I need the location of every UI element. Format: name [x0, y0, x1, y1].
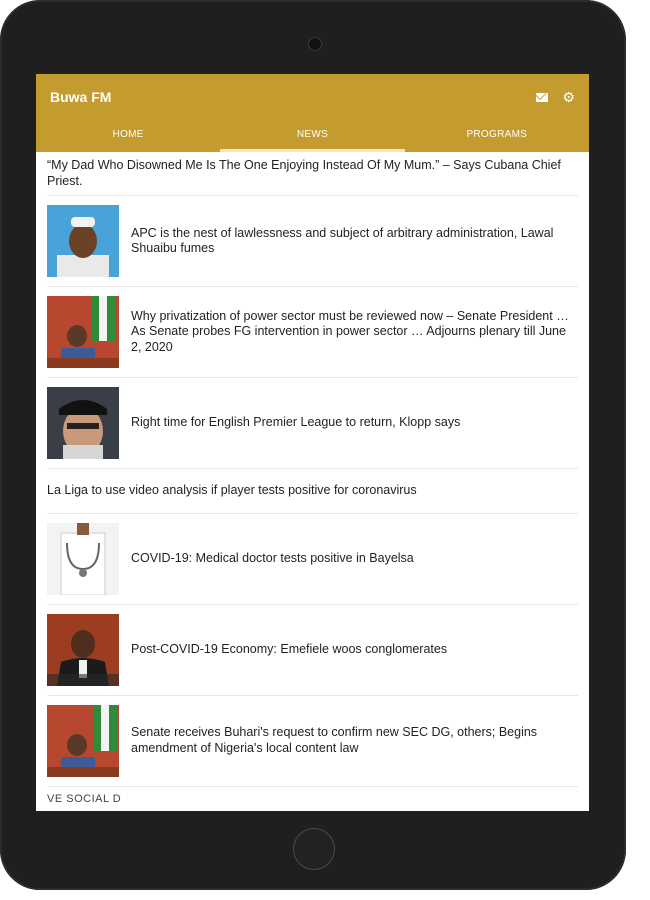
news-thumbnail [47, 387, 119, 459]
list-item[interactable] [47, 696, 578, 787]
list-item[interactable] [47, 378, 578, 469]
tab-programs[interactable]: PROGRAMS [466, 129, 528, 140]
news-headline: Senate receives Buhari's request to confirm new SEC DG, others; Begins amendment of Nigeria's local content law [131, 725, 538, 755]
tab-home[interactable]: HOME [112, 129, 144, 140]
tab-news[interactable]: NEWS [220, 120, 404, 152]
camera-icon [308, 37, 322, 51]
list-item[interactable] [47, 514, 578, 605]
app-bar [36, 74, 589, 152]
partial-list-item: VE SOCIAL D [47, 792, 122, 805]
news-headline: La Liga to use video analysis if player tests positive for coronavirus [47, 483, 417, 497]
list-item[interactable] [47, 287, 578, 378]
news-thumbnail [47, 296, 119, 368]
news-thumbnail [47, 705, 119, 777]
news-headline: COVID-19: Medical doctor tests positive in Bayelsa [131, 550, 414, 565]
tab-bar [36, 120, 589, 152]
news-headline: Right time for English Premier League to return, Klopp says [131, 415, 461, 430]
list-item[interactable] [47, 605, 578, 696]
list-item[interactable] [47, 152, 578, 196]
news-thumbnail [47, 205, 119, 277]
gear-icon[interactable]: ⚙ [562, 89, 575, 105]
home-button[interactable] [293, 828, 335, 870]
list-item[interactable] [47, 196, 578, 287]
news-headline: “My Dad Who Disowned Me Is The One Enjoying Instead Of My Mum.” – Says Cubana Chief Priest. [47, 158, 561, 188]
news-headline: Why privatization of power sector must be reviewed now – Senate President …As Senate probes FG intervention in power sector … Adjourns plenary till June 2, 2020 [131, 308, 569, 354]
news-headline: APC is the nest of lawlessness and subject of arbitrary administration, Lawal Shuaibu fumes [131, 225, 554, 255]
list-item[interactable] [47, 469, 578, 514]
news-feed [36, 152, 589, 805]
news-headline: Post-COVID-19 Economy: Emefiele woos conglomerates [131, 641, 448, 656]
app-title: Buwa FM [50, 89, 112, 105]
news-thumbnail [47, 614, 119, 686]
news-thumbnail [47, 523, 119, 595]
mail-icon[interactable] [536, 93, 548, 102]
app-screen [36, 74, 589, 811]
